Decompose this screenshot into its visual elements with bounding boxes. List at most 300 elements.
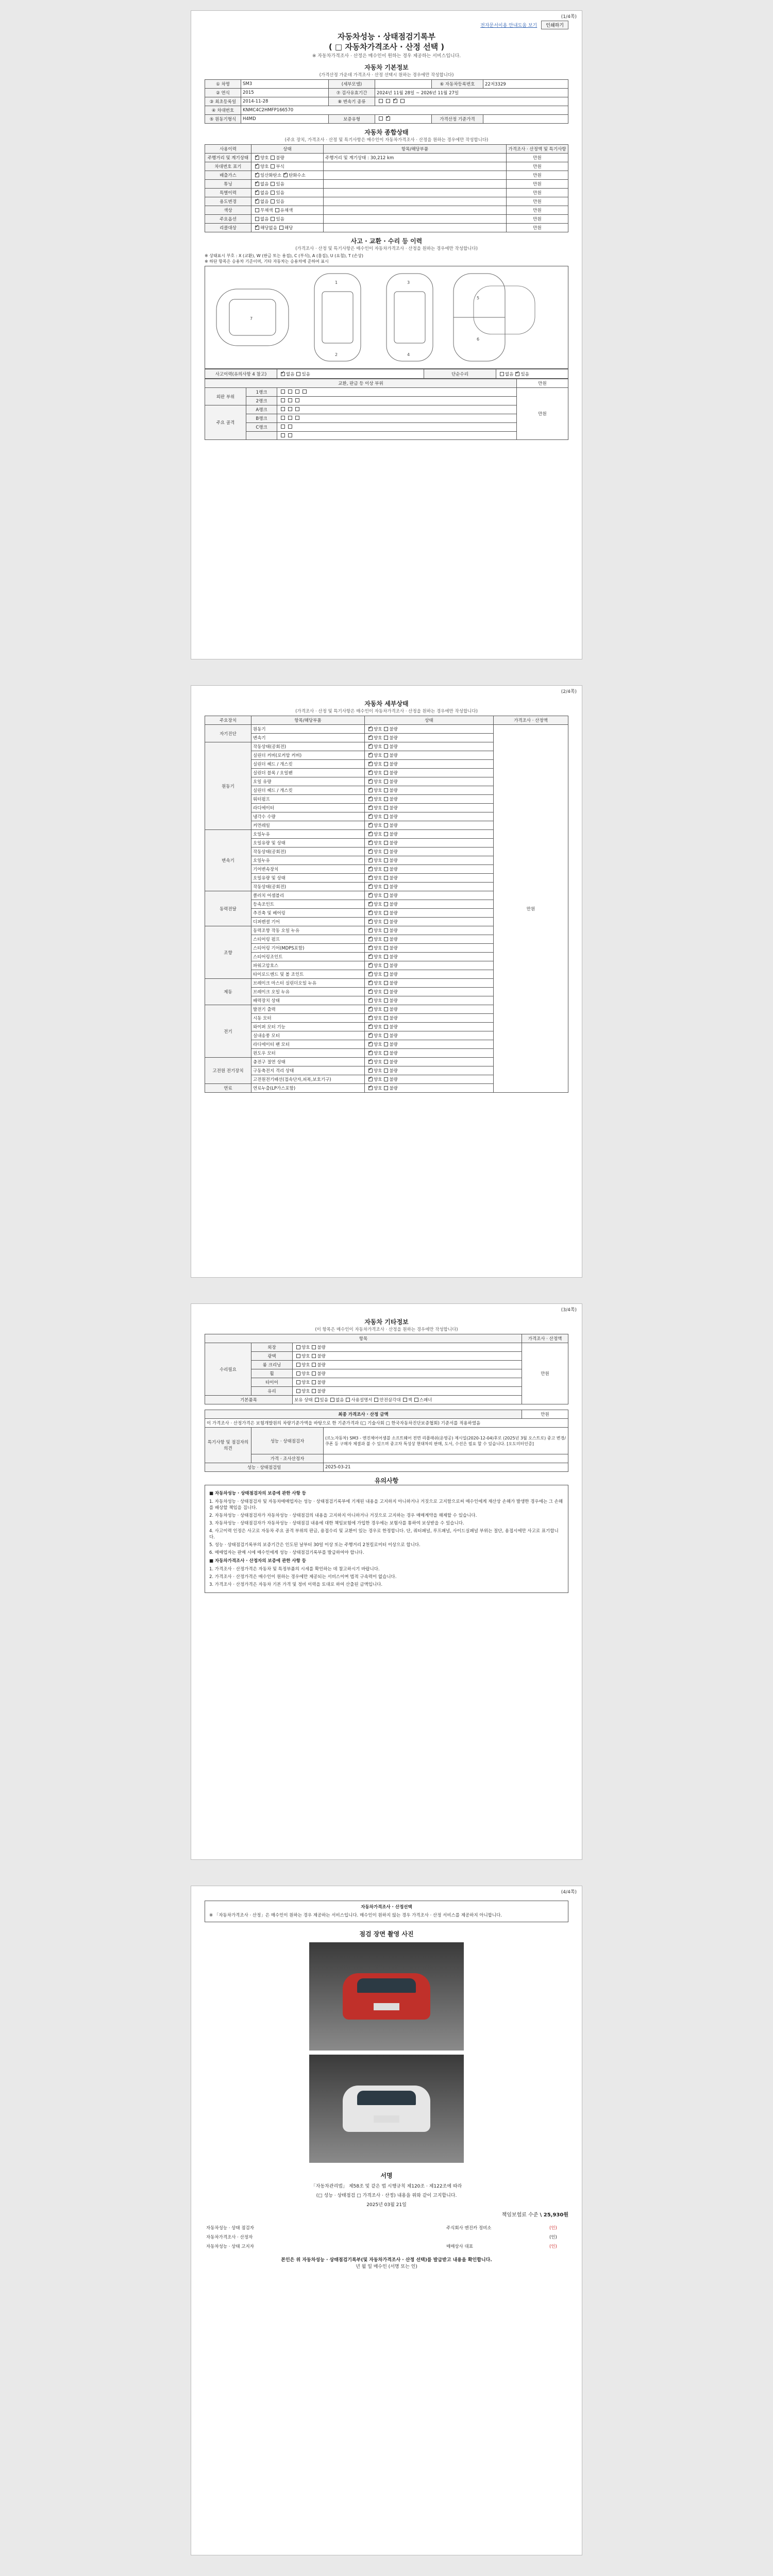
state-checkbox[interactable] (384, 744, 388, 749)
state-label: 양호 (374, 1016, 382, 1021)
state-checkbox[interactable] (384, 937, 388, 941)
state-checkbox[interactable] (368, 911, 373, 915)
status-opt1: 없음 (260, 217, 269, 222)
state-checkbox[interactable] (384, 1051, 388, 1055)
state-checkbox[interactable] (368, 955, 373, 959)
basic-checkbox[interactable] (414, 1398, 418, 1402)
good: 양호 (301, 1354, 310, 1359)
state-checkbox[interactable] (384, 858, 388, 862)
state-checkbox[interactable] (384, 1086, 388, 1090)
state-label: 양호 (374, 736, 382, 741)
help-link[interactable]: 전자문서이용 안내도움 보기 (480, 23, 537, 28)
state-checkbox[interactable] (368, 850, 373, 854)
state-checkbox[interactable] (384, 981, 388, 985)
status-checkbox[interactable] (271, 191, 275, 195)
state-checkbox[interactable] (368, 1086, 373, 1090)
part-checkbox[interactable] (281, 389, 285, 394)
state-label: 양호 (374, 920, 382, 925)
status-checkbox[interactable] (271, 217, 275, 221)
device-group: 고전원 전기장치 (205, 1058, 251, 1084)
part-checkbox[interactable] (281, 398, 285, 402)
first-reg-label: ③ 최초등록일 (205, 97, 241, 106)
state-checkbox[interactable] (384, 893, 388, 897)
state-checkbox[interactable] (384, 867, 388, 871)
state-checkbox[interactable] (368, 841, 373, 845)
a-rank: A랭크 (246, 405, 277, 414)
status-row-label: 주요옵션 (205, 215, 251, 224)
state-checkbox[interactable] (368, 1051, 373, 1055)
state-label: 불량 (389, 981, 398, 986)
status-checkbox[interactable] (283, 173, 288, 177)
status-opt1: 해당없음 (260, 226, 277, 231)
detail-item: 윈도우 모터 (251, 1049, 365, 1058)
state-checkbox[interactable] (384, 815, 388, 819)
other-checkbox[interactable] (296, 1354, 300, 1358)
state-checkbox[interactable] (384, 955, 388, 959)
vin-label: ④ 차대번호 (205, 106, 241, 115)
other-checkbox[interactable] (312, 1380, 316, 1384)
state-checkbox[interactable] (368, 920, 373, 924)
detail-item: 브레이크 마스터 실린더오일 누유 (251, 979, 365, 988)
state-checkbox[interactable] (384, 788, 388, 792)
trans-checkbox[interactable] (393, 99, 397, 103)
state-label: 불량 (389, 1060, 398, 1065)
state-checkbox[interactable] (384, 1033, 388, 1038)
mileage-value: 30,212 km (370, 156, 394, 161)
special-label: 특기사항 및 점검자의 의견 (205, 1428, 251, 1463)
basic-checkbox[interactable] (403, 1398, 407, 1402)
detail-item: 라디에이터 (251, 804, 365, 812)
state-checkbox[interactable] (368, 937, 373, 941)
detail-state (365, 1005, 494, 1014)
detail-item: 스티어링 펌프 (251, 935, 365, 944)
state-label: 양호 (374, 981, 382, 986)
amount-unit: 만원 (507, 171, 568, 180)
col-price: 가격조사 · 산정액 및 특기사항 (507, 145, 568, 154)
state-checkbox[interactable] (368, 972, 373, 976)
detail-state (365, 996, 494, 1005)
state-checkbox[interactable] (384, 779, 388, 784)
status-checkbox[interactable] (255, 173, 259, 177)
state-label: 불량 (389, 1086, 398, 1091)
state-checkbox[interactable] (368, 946, 373, 950)
warranty-checkbox[interactable] (379, 116, 383, 121)
state-checkbox[interactable] (384, 1016, 388, 1020)
page-1 (191, 10, 582, 659)
accident-exists-checkbox[interactable] (296, 372, 300, 376)
part-checkbox[interactable] (288, 407, 292, 411)
detail-state (365, 961, 494, 970)
other-row: 휠 (251, 1369, 293, 1378)
detail-state (365, 1084, 494, 1093)
status-note: (주요 장치, 가격조사 · 산정 및 특기사항은 매수인이 자동차가격조사 · 산정을 원하는 경우에만 작성합니다) (284, 138, 489, 143)
trans-checkbox[interactable] (400, 99, 405, 103)
amount-unit: 만원 (507, 154, 568, 162)
svg-text:4: 4 (407, 352, 410, 357)
good: 양호 (301, 1380, 310, 1385)
state-checkbox[interactable] (368, 1069, 373, 1073)
status-checkbox[interactable] (271, 182, 275, 186)
car-type-label: (세부모델) (329, 80, 375, 89)
status-row-label: 리콜대상 (205, 224, 251, 232)
notice-item: 2. 가격조사 · 산정가격은 매수인이 원하는 경우에만 제공되는 서비스이며 법적 구속력이 없습니다. (209, 1574, 397, 1580)
basic-checkbox[interactable] (346, 1398, 350, 1402)
part-checkbox[interactable] (303, 389, 307, 394)
basic-opt: 잭 (408, 1398, 412, 1403)
page-3 (191, 1303, 582, 1860)
state-checkbox[interactable] (384, 1060, 388, 1064)
detail-item: 타이로드엔드 및 볼 조인트 (251, 970, 365, 979)
status-checkbox[interactable] (255, 191, 259, 195)
detail-state (365, 883, 494, 891)
state-label: 불량 (389, 1033, 398, 1039)
part-checkbox[interactable] (295, 398, 299, 402)
state-checkbox[interactable] (384, 1042, 388, 1046)
detail-item: 원동기 (251, 725, 365, 734)
basic-checkbox[interactable] (315, 1398, 319, 1402)
device-group: 자기진단 (205, 725, 251, 742)
detail-item: 실린더 블록 / 오일팬 (251, 769, 365, 777)
state-checkbox[interactable] (384, 823, 388, 827)
part-checkbox[interactable] (288, 389, 292, 394)
state-checkbox[interactable] (368, 902, 373, 906)
detail-state (365, 953, 494, 961)
state-checkbox[interactable] (384, 841, 388, 845)
state-checkbox[interactable] (384, 1069, 388, 1073)
reg-no: 22저3329 (483, 80, 568, 89)
detail-item: 커먼레일 (251, 821, 365, 830)
accident-label: 사고이력(유의사항 4 참고) (205, 369, 277, 379)
notice-item: 5. 성능 · 상태점검기록부의 보증기간은 인도된 날부터 30일 이상 또는 주행거리 2천킬로미터 이상으로 합니다. (209, 1543, 421, 1548)
state-label: 양호 (374, 937, 382, 942)
fee-row (205, 2210, 568, 2218)
state-checkbox[interactable] (368, 1042, 373, 1046)
other-checkbox[interactable] (312, 1354, 316, 1358)
state-checkbox[interactable] (384, 753, 388, 757)
state-label: 양호 (374, 797, 382, 802)
status-checkbox[interactable] (279, 226, 283, 230)
other-checkbox[interactable] (312, 1363, 316, 1367)
state-label: 불량 (389, 902, 398, 907)
status-checkbox[interactable] (255, 226, 259, 230)
state-checkbox[interactable] (368, 823, 373, 827)
rank1: 1랭크 (246, 388, 277, 397)
part-checkbox[interactable] (288, 433, 292, 437)
price-checker-label: 가격 · 조사산정자 (251, 1454, 324, 1463)
other-checkbox[interactable] (296, 1345, 300, 1349)
other-checkbox[interactable] (296, 1363, 300, 1367)
state-label: 불량 (389, 876, 398, 881)
detail-item: 동력조향 작동 오일 누유 (251, 926, 365, 935)
state-checkbox[interactable] (384, 876, 388, 880)
status-checkbox[interactable] (271, 199, 275, 204)
status-checkbox[interactable] (255, 156, 259, 160)
notice-item: 3. 가격조사 · 산정가격은 자동차 기본 가격 및 정비 이력을 토대로 하여 산출된 금액입니다. (209, 1582, 383, 1587)
status-opt2: 있음 (276, 199, 284, 205)
other-title: 자동차 기타정보 (364, 1318, 409, 1326)
other-checkbox[interactable] (296, 1371, 300, 1376)
state-checkbox[interactable] (368, 1077, 373, 1081)
bad: 불량 (317, 1389, 326, 1394)
detail-state (365, 935, 494, 944)
accident-none-checkbox[interactable] (281, 372, 285, 376)
state-label: 불량 (389, 885, 398, 890)
state-checkbox[interactable] (384, 963, 388, 968)
status-checkbox[interactable] (255, 208, 259, 212)
state-checkbox[interactable] (368, 1060, 373, 1064)
state-label: 불량 (389, 788, 398, 793)
detail-state (365, 795, 494, 804)
state-checkbox[interactable] (368, 998, 373, 1003)
other-checkbox[interactable] (296, 1380, 300, 1384)
state-checkbox[interactable] (368, 963, 373, 968)
part-checkbox[interactable] (281, 433, 285, 437)
other-row: 룸 크리닝 (251, 1361, 293, 1369)
detail-state (365, 909, 494, 918)
part-checkbox[interactable] (295, 407, 299, 411)
car-name-label: ① 차명 (205, 80, 241, 89)
repair-needed-label: 수리필요 (205, 1343, 251, 1396)
status-opt1: 없음 (260, 199, 269, 205)
state-checkbox[interactable] (384, 902, 388, 906)
trans-checkbox[interactable] (386, 99, 390, 103)
state-checkbox[interactable] (384, 727, 388, 731)
state-checkbox[interactable] (368, 815, 373, 819)
state-checkbox[interactable] (384, 990, 388, 994)
part-checkbox[interactable] (295, 389, 299, 394)
state-checkbox[interactable] (384, 998, 388, 1003)
status-checkbox[interactable] (255, 164, 259, 168)
state-checkbox[interactable] (368, 727, 373, 731)
status-opt2: 불량 (276, 156, 284, 161)
part-checkbox[interactable] (281, 407, 285, 411)
trans-checkbox[interactable] (379, 99, 383, 103)
detail-item: 라디에이터 팬 모터 (251, 1040, 365, 1049)
status-row-label: 용도변경 (205, 197, 251, 206)
state-label: 불량 (389, 1007, 398, 1012)
state-label: 불량 (389, 920, 398, 925)
state-label: 양호 (374, 841, 382, 846)
status-row-label: 배출가스 (205, 171, 251, 180)
amount-unit: 만원 (507, 189, 568, 197)
state-checkbox[interactable] (384, 736, 388, 740)
detail-state (365, 804, 494, 812)
status-checkbox[interactable] (271, 164, 275, 168)
status-table: 사용이력 상태 항목/해당부품 가격조사 · 산정액 및 특기사항 주행거리 및 계기상태 ✓ 양호 불량 주행거리 및 계기상태 : 30,212 km 만원 차대번호 표기 ✓ 양호 부식 만원 배출가스 ✓ 일산화탄소✓ 탄화수소 만원 튜닝 ✓ 없음 있음 만원 특별이력 ✓ 없음 있음 만원 용도변경 ✓ 없음 있음 만원 색상 무채색 유채색 만원 주요옵션 없음 있음 만원 리콜대상 ✓ 해당없음 해당 만원 (205, 144, 568, 232)
final-table (205, 1410, 568, 1472)
state-checkbox[interactable] (368, 867, 373, 871)
state-checkbox[interactable] (368, 990, 373, 994)
state-label: 불량 (389, 858, 398, 863)
warranty-checkbox[interactable] (386, 116, 390, 121)
state-checkbox[interactable] (384, 928, 388, 933)
state-label: 양호 (374, 788, 382, 793)
simple-none: 없음 (505, 371, 514, 377)
state-checkbox[interactable] (368, 753, 373, 757)
device-group: 원동기 (205, 742, 251, 830)
basic-checkbox[interactable] (374, 1398, 378, 1402)
state-label: 양호 (374, 1025, 382, 1030)
part-checkbox[interactable] (281, 416, 285, 420)
state-checkbox[interactable] (368, 806, 373, 810)
part-checkbox[interactable] (288, 425, 292, 429)
detail-table (205, 716, 568, 1093)
state-checkbox[interactable] (368, 876, 373, 880)
amount-unit: 만원 (494, 725, 568, 1093)
sign-law: 「자동차관리법」 제58조 및 같은 법 시행규칙 제120조 · 제122조에 따라 (311, 2184, 462, 2189)
detail-state (365, 1049, 494, 1058)
detail-item: 발전기 출력 (251, 1005, 365, 1014)
sign-sub: 매매상사 대표 (446, 2244, 473, 2249)
accident-exists: 있음 (301, 371, 310, 377)
basic-checkbox[interactable] (330, 1398, 334, 1402)
state-checkbox[interactable] (368, 1016, 373, 1020)
other-checkbox[interactable] (312, 1389, 316, 1393)
state-checkbox[interactable] (368, 744, 373, 749)
good: 양호 (301, 1371, 310, 1377)
detail-state (365, 1075, 494, 1084)
seal: (인) (549, 2235, 557, 2240)
detail-item: 작동상태(공회전) (251, 848, 365, 856)
state-checkbox[interactable] (368, 832, 373, 836)
state-checkbox[interactable] (384, 832, 388, 836)
state-checkbox[interactable] (368, 981, 373, 985)
detail-item: 오일 유량 (251, 777, 365, 786)
confirm-text: ※ 「자동차가격조사 · 산정」은 매수인이 원하는 경우 제공하는 서비스입니다. 매수인이 원하지 않는 경우 가격조사 · 산정 서비스를 제공하지 아니합니다. (209, 1913, 502, 1918)
detail-state (365, 856, 494, 865)
state-label: 불량 (389, 893, 398, 899)
status-opt2: 있음 (276, 191, 284, 196)
status-checkbox[interactable] (255, 182, 259, 186)
other-price-label: 가격조사 · 산정액 (522, 1334, 568, 1343)
sign-sub (445, 2232, 548, 2242)
rank-table (205, 379, 568, 440)
other-checkbox[interactable] (312, 1345, 316, 1349)
page-number: (1/4쪽) (561, 14, 577, 20)
inspection-photo-rear (309, 2055, 464, 2163)
state-checkbox[interactable] (368, 736, 373, 740)
accident-title: 사고 · 교환 · 수리 등 이력 (350, 238, 423, 245)
rank2: 2랭크 (246, 397, 277, 405)
price-basis-label: 가격산정 기준가격 (432, 115, 483, 124)
state-checkbox[interactable] (368, 1025, 373, 1029)
bad: 불량 (317, 1363, 326, 1368)
page-2 (191, 685, 582, 1278)
simple-none-checkbox[interactable] (500, 372, 504, 376)
accident-none: 없음 (286, 371, 295, 377)
state-label: 불량 (389, 963, 398, 969)
state-checkbox[interactable] (368, 858, 373, 862)
detail-state (365, 1031, 494, 1040)
print-button[interactable]: 인쇄하기 (541, 21, 568, 29)
sign-sub: 주식회사 엔진카 정비소 (446, 2226, 492, 2231)
state-label: 불량 (389, 850, 398, 855)
state-checkbox[interactable] (368, 797, 373, 801)
status-checkbox[interactable] (255, 199, 259, 204)
simple-exists: 있음 (520, 371, 529, 377)
state-checkbox[interactable] (384, 1025, 388, 1029)
state-label: 불량 (389, 1069, 398, 1074)
state-label: 양호 (374, 832, 382, 837)
other-checkbox[interactable] (296, 1389, 300, 1393)
part-checkbox[interactable] (288, 398, 292, 402)
state-label: 불량 (389, 1016, 398, 1021)
status-checkbox[interactable] (275, 208, 279, 212)
detail-state (365, 777, 494, 786)
notice-item: 4. 사고이력 인정은 사고로 자동차 주요 골격 부위의 판금, 용접수리 및 교환이 있는 경우로 한정합니다. 단, 쿼터패널, 루프패널, 사이드실패널 부위는 절단, 용접시에만 사고로 표기합니다. (209, 1529, 559, 1540)
state-checkbox[interactable] (384, 762, 388, 766)
detail-state (365, 812, 494, 821)
state-checkbox[interactable] (384, 946, 388, 950)
state-label: 불량 (389, 771, 398, 776)
state-checkbox[interactable] (384, 797, 388, 801)
page-number: (3/4쪽) (561, 1308, 577, 1313)
state-label: 양호 (374, 1060, 382, 1065)
state-checkbox[interactable] (368, 788, 373, 792)
state-checkbox[interactable] (368, 779, 373, 784)
state-label: 불량 (389, 1025, 398, 1030)
state-checkbox[interactable] (384, 911, 388, 915)
state-label: 불량 (389, 1042, 398, 1047)
detail-state (365, 830, 494, 839)
detail-item: 시동 모터 (251, 1014, 365, 1023)
part-checkbox[interactable] (295, 416, 299, 420)
detail-state (365, 1058, 494, 1066)
detail-item: 오일누유 (251, 856, 365, 865)
detail-state (365, 821, 494, 830)
state-checkbox[interactable] (384, 885, 388, 889)
state-checkbox[interactable] (384, 972, 388, 976)
status-checkbox[interactable] (271, 156, 275, 160)
state-checkbox[interactable] (384, 1007, 388, 1011)
state-checkbox[interactable] (368, 1007, 373, 1011)
state-checkbox[interactable] (368, 1033, 373, 1038)
state-checkbox[interactable] (368, 893, 373, 897)
detail-state (365, 786, 494, 795)
state-checkbox[interactable] (384, 1077, 388, 1081)
basic-opt: 사용설명서 (351, 1398, 373, 1403)
state-checkbox[interactable] (384, 850, 388, 854)
detail-state (365, 760, 494, 769)
state-checkbox[interactable] (384, 920, 388, 924)
state-label: 양호 (374, 753, 382, 758)
state-checkbox[interactable] (368, 885, 373, 889)
state-label: 양호 (374, 1051, 382, 1056)
state-checkbox[interactable] (368, 762, 373, 766)
simple-exists-checkbox[interactable] (515, 372, 519, 376)
doc-title: 자동차성능 · 상태점검기록부 (337, 32, 436, 41)
status-checkbox[interactable] (255, 217, 259, 221)
state-checkbox[interactable] (368, 771, 373, 775)
state-checkbox[interactable] (384, 771, 388, 775)
state-checkbox[interactable] (368, 928, 373, 933)
detail-state (365, 725, 494, 734)
sign-table (205, 2223, 568, 2251)
status-row-label: 색상 (205, 206, 251, 215)
inspector-label: 성능 · 상태점검자 (251, 1428, 324, 1454)
amount-unit: 만원 (507, 180, 568, 189)
state-label: 양호 (374, 727, 382, 732)
top-toolbar (205, 20, 568, 29)
detail-state (365, 839, 494, 848)
confirm-box (205, 1901, 568, 1922)
part-checkbox[interactable] (288, 416, 292, 420)
state-checkbox[interactable] (384, 806, 388, 810)
part-checkbox[interactable] (281, 425, 285, 429)
year: 2015 (241, 89, 329, 97)
other-checkbox[interactable] (312, 1371, 316, 1376)
amount-unit: 만원 (517, 388, 568, 440)
